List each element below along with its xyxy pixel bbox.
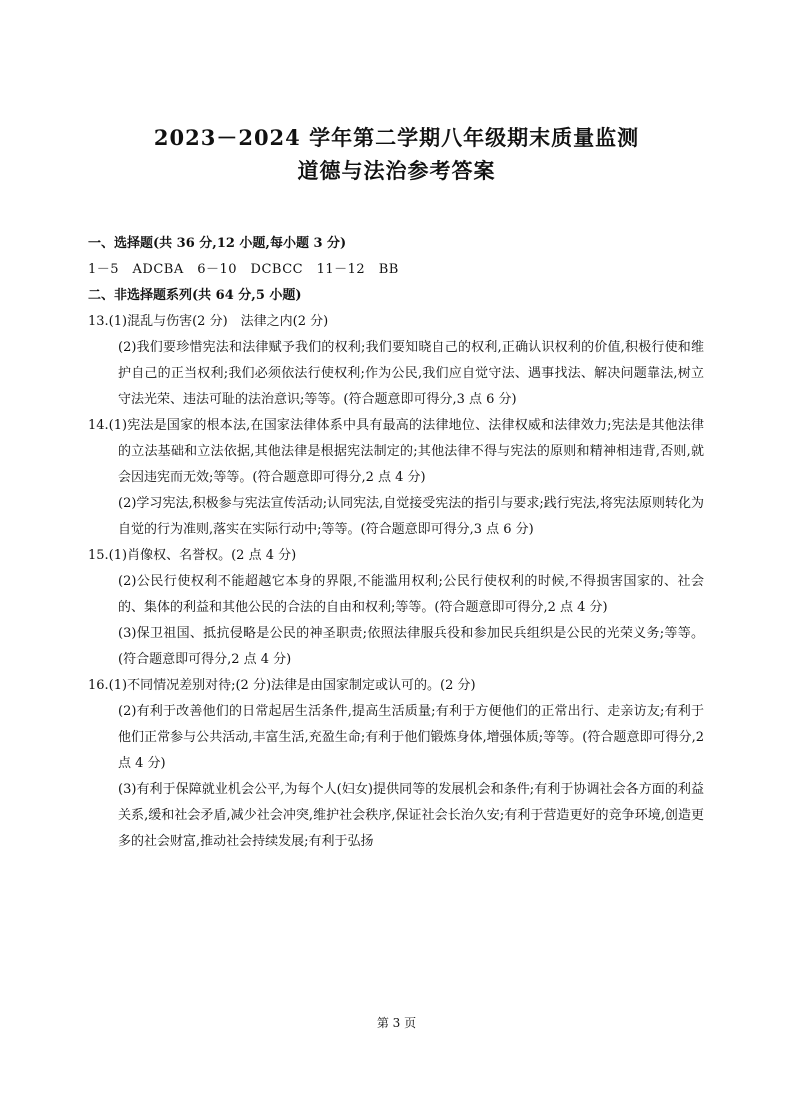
section2-heading: 二、非选择题系列(共 64 分,5 小题) — [88, 288, 302, 303]
page-number: 第 3 页 — [376, 1016, 417, 1030]
exam-title: 2023－2024 学年第二学期八年级期末质量监测 — [153, 125, 640, 150]
q16-part3: (3)有利于保障就业机会公平,为每个人(妇女)提供同等的发展机会和条件;有利于协调社会各方面的利益关系,缓和社会矛盾,减少社会冲突,维护社会秩序,保证社会长治久安;有利于营造更好的竞争环境,创造更多的社会财富,推动社会持续发展;有利于弘扬 — [118, 782, 704, 849]
q13-part2: (2)我们要珍惜宪法和法律赋予我们的权利;我们要知晓自己的权利,正确认识权利的价值,积极行使和维护自己的正当权利;我们必须依法行使权利;作为公民,我们应自觉守法、遇事找法、解决问题靠法,树立守法光荣、违法可耻的法治意识;等等。(符合题意即可得分,3 点 6 分) — [118, 340, 704, 407]
q16-part1: 16.(1)不同情况差别对待;(2 分)法律是由国家制定或认可的。(2 分) — [88, 678, 476, 693]
q16-part2: (2)有利于改善他们的日常起居生活条件,提高生活质量;有利于方便他们的正常出行、走亲访友;有利于他们正常参与公共活动,丰富生活,充盈生命;有利于他们锻炼身体,增强体质;等等。(符合题意即可得分,2 点 4 分) — [118, 704, 704, 771]
q15-part1: 15.(1)肖像权、名誉权。(2 点 4 分) — [88, 548, 297, 563]
q13-part1: 13.(1)混乱与伤害(2 分) 法律之内(2 分) — [88, 314, 329, 329]
answer-content — [88, 231, 704, 855]
q15-part2: (2)公民行使权利不能超越它本身的界限,不能滥用权利;公民行使权利的时候,不得损害国家的、社会的、集体的利益和其他公民的合法的自由和权利;等等。(符合题意即可得分,2 点 4 分) — [118, 574, 704, 615]
choice-answers: 1－5 ADCBA 6－10 DCBCC 11－12 BB — [88, 262, 399, 277]
answer-key-title: 道德与法治参考答案 — [297, 158, 496, 183]
q14-part1: 14.(1)宪法是国家的根本法,在国家法律体系中具有最高的法律地位、法律权威和法律效力;宪法是其他法律的立法基础和立法依据,其他法律是根据宪法制定的;其他法律不得与宪法的原则和精神相违背,否则,就会因违宪而无效;等等。(符合题意即可得分,2 点 4 分) — [88, 418, 704, 485]
section1-heading: 一、选择题(共 36 分,12 小题,每小题 3 分) — [88, 236, 347, 251]
q14-part2: (2)学习宪法,积极参与宪法宣传活动;认同宪法,自觉接受宪法的指引与要求;践行宪法,将宪法原则转化为自觉的行为准则,落实在实际行动中;等等。(符合题意即可得分,3 点 6 分) — [118, 496, 704, 537]
q15-part3: (3)保卫祖国、抵抗侵略是公民的神圣职责;依照法律服兵役和参加民兵组织是公民的光荣义务;等等。(符合题意即可得分,2 点 4 分) — [118, 626, 704, 667]
